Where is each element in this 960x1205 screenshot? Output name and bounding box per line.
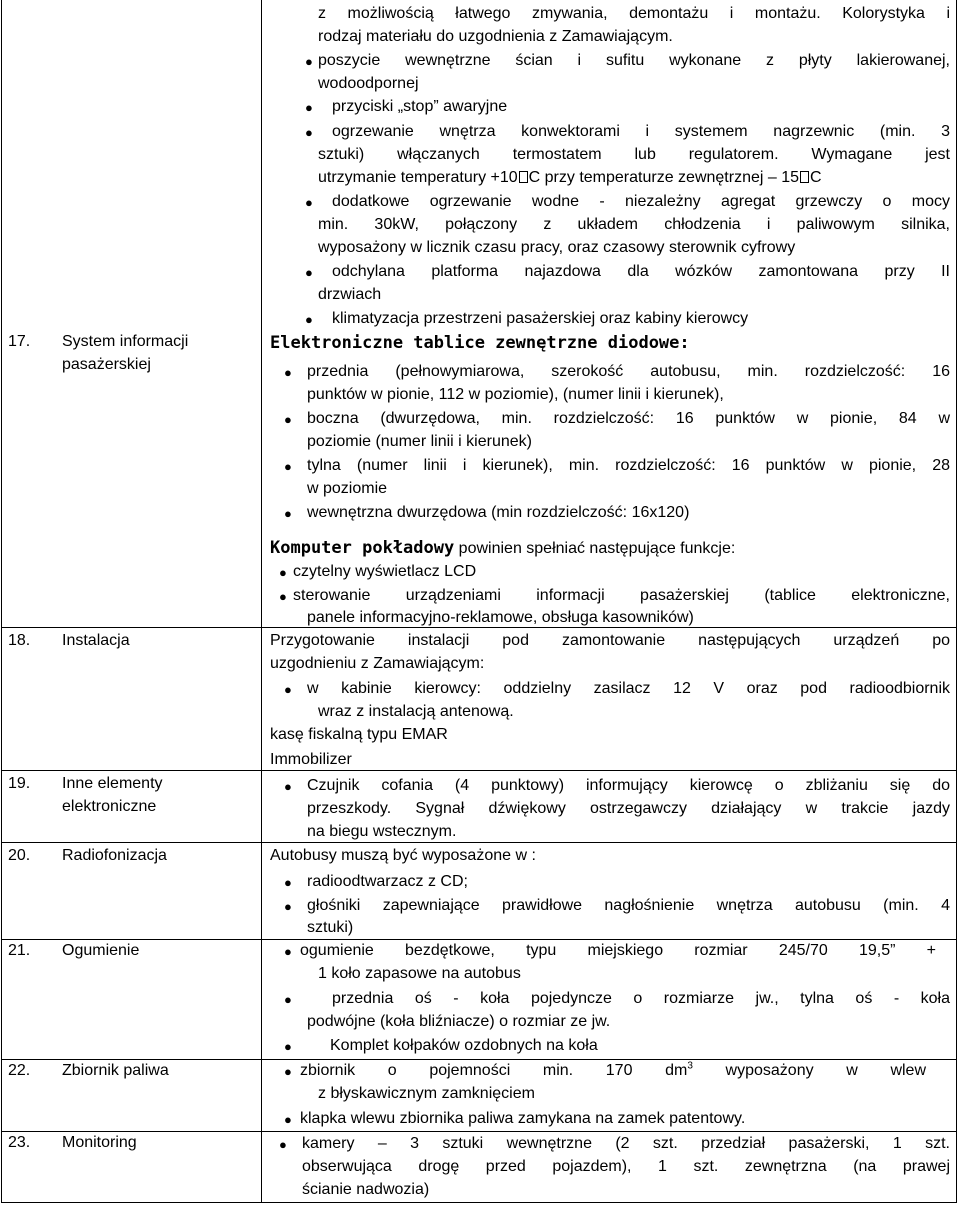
- row-title: Inne elementy: [62, 775, 163, 792]
- bullet-icon: ●: [284, 875, 292, 890]
- text-line: ogumienie bezdętkowe, typu miejskiego rozmiar 245/70 19,5” +: [300, 942, 936, 959]
- row-number: 23.: [8, 1134, 31, 1151]
- text-line: wraz z instalacją antenową.: [318, 703, 514, 720]
- bullet-icon: ●: [305, 195, 313, 210]
- text-line: kamery – 3 sztuki wewnętrzne (2 szt. przedział pasażerski, 1 szt.: [302, 1135, 950, 1152]
- text-line: głośniki zapewniające prawidłowe nagłośnienie wnętrza autobusu (min. 4: [307, 897, 950, 914]
- text-line: przeszkody. Sygnał dźwiękowy ostrzegawczy działający w trakcie jazdy: [307, 800, 950, 817]
- text-line: na biegu wstecznym.: [307, 823, 457, 840]
- text-line: przednia oś - koła pojedyncze o rozmiarze jw., tylna oś - koła: [332, 990, 950, 1007]
- column-divider: [261, 0, 262, 1203]
- text-line: poziomie (numer linii i kierunek): [307, 433, 532, 450]
- text-line: wewnętrzna dwurzędowa (min rozdzielczość: 16x120): [307, 504, 690, 521]
- bullet-icon: ●: [284, 944, 292, 959]
- text-line: sterowanie urządzeniami informacji pasażerskiej (tablice elektroniczne,: [293, 587, 950, 604]
- row-divider: [1, 770, 957, 771]
- text-line: czytelny wyświetlacz LCD: [293, 563, 477, 580]
- row-title: elektroniczne: [62, 798, 157, 815]
- text-line: boczna (dwurzędowa, min. rozdzielczość: 16 punktów w pionie, 84 w: [307, 410, 950, 427]
- text-line: podwójne (koła bliźniacze) o rozmiar ze jw.: [307, 1013, 611, 1030]
- bullet-icon: ●: [284, 1039, 292, 1054]
- text-line: Czujnik cofania (4 punktowy) informujący kierowcę o zbliżaniu się do: [307, 777, 950, 794]
- text-line: utrzymanie temperatury +10 C przy temperaturze zewnętrznej – 15 C: [318, 169, 822, 186]
- row-divider: [1, 1131, 957, 1132]
- row-divider: [1, 939, 957, 940]
- row-title: Radiofonizacja: [62, 847, 167, 864]
- text-line: 1 koło zapasowe na autobus: [318, 965, 521, 982]
- section-heading: Elektroniczne tablice zewnętrzne diodowe:: [270, 333, 690, 353]
- bullet-icon: ●: [284, 365, 292, 380]
- row-title: Monitoring: [62, 1134, 137, 1151]
- bullet-icon: ●: [279, 589, 287, 604]
- text-line: min. 30kW, połączony z układem chłodzenia i paliwowym silnika,: [318, 216, 950, 233]
- text-line: ogrzewanie wnętrza konwektorami i systemem nagrzewnic (min. 3: [332, 123, 950, 140]
- bullet-icon: ●: [279, 565, 287, 580]
- bullet-icon: ●: [284, 1064, 292, 1079]
- row-number: 22.: [8, 1062, 31, 1079]
- row-title: System informacji: [62, 333, 189, 350]
- text-line: ścianie nadwozia): [302, 1181, 430, 1198]
- bullet-icon: ●: [305, 125, 313, 140]
- bullet-icon: ●: [284, 682, 292, 697]
- bullet-icon: ●: [284, 459, 292, 474]
- row-title: Ogumienie: [62, 942, 140, 959]
- text-line: klapka wlewu zbiornika paliwa zamykana na zamek patentowy.: [300, 1110, 746, 1127]
- text-line: sztuki) włączanych termostatem lub regulatorem. Wymagane jest: [318, 146, 950, 163]
- text-line: obserwująca drogę przed pojazdem), 1 szt. zewnętrzna (na prawej: [302, 1158, 950, 1175]
- row-number: 19.: [8, 775, 31, 792]
- text-line: odchylana platforma najazdowa dla wózków zamontowana przy II: [332, 263, 950, 280]
- text-line: poszycie wewnętrzne ścian i sufitu wykonane z płyty lakierowanej,: [318, 52, 950, 69]
- row-number: 17.: [8, 333, 31, 350]
- text-line: klimatyzacja przestrzeni pasażerskiej oraz kabiny kierowcy: [332, 310, 749, 327]
- bullet-icon: ●: [305, 54, 313, 69]
- text-line: z błyskawicznym zamknięciem: [318, 1085, 535, 1102]
- computer-heading: Komputer pokładowy powinien spełniać następujące funkcje:: [270, 538, 736, 558]
- text-line: przyciski „stop” awaryjne: [332, 98, 508, 115]
- row-number: 21.: [8, 942, 31, 959]
- text-line: w kabinie kierowcy: oddzielny zasilacz 12 V oraz pod radioodbiornik: [307, 680, 950, 697]
- text-line: punktów w pionie, 112 w poziomie), (numer linii i kierunek),: [307, 386, 724, 403]
- bullet-icon: ●: [305, 312, 313, 327]
- text-line: dodatkowe ogrzewanie wodne - niezależny agregat grzewczy o mocy: [332, 193, 950, 210]
- text-line: w poziomie: [307, 480, 388, 497]
- bullet-icon: ●: [279, 1137, 287, 1152]
- text-line: radioodtwarzacz z CD;: [307, 873, 468, 890]
- text-line: rodzaj materiału do uzgodnienia z Zamawiającym.: [318, 28, 673, 45]
- row-title: Zbiornik paliwa: [62, 1062, 169, 1079]
- bullet-icon: ●: [305, 265, 313, 280]
- text-line: Immobilizer: [270, 751, 352, 768]
- bullet-icon: ●: [305, 100, 313, 115]
- text-line: kasę fiskalną typu EMAR: [270, 726, 448, 743]
- text-line: panele informacyjno-reklamowe, obsługa kasowników): [307, 609, 694, 626]
- text-line: zbiornik o pojemności min. 170 $dm^3$ wyposażony w wlew: [300, 1060, 927, 1079]
- row-number: 20.: [8, 847, 31, 864]
- row-number: 18.: [8, 632, 31, 649]
- row-title: pasażerskiej: [62, 356, 151, 373]
- row-divider: [1, 842, 957, 843]
- bullet-icon: ●: [284, 506, 292, 521]
- text-line: drzwiach: [318, 286, 382, 303]
- text-line: Przygotowanie instalacji pod zamontowanie następujących urządzeń po: [270, 632, 950, 649]
- degree-placeholder-icon: [519, 171, 528, 183]
- text-line: sztuki): [307, 919, 354, 936]
- row-divider: [1, 1059, 957, 1060]
- bullet-icon: ●: [284, 899, 292, 914]
- bullet-icon: ●: [284, 779, 292, 794]
- text-line: przednia (pełnowymiarowa, szerokość autobusu, min. rozdzielczość: 16: [307, 363, 950, 380]
- text-line: Komplet kołpaków ozdobnych na koła: [330, 1037, 598, 1054]
- text-line: Autobusy muszą być wyposażone w :: [270, 847, 536, 864]
- text-line: uzgodnieniu z Zamawiającym:: [270, 655, 485, 672]
- bullet-icon: ●: [284, 1112, 292, 1127]
- text-line: z możliwością łatwego zmywania, demontażu i montażu. Kolorystyka i: [318, 5, 950, 22]
- bullet-icon: ●: [284, 412, 292, 427]
- degree-placeholder-icon: [800, 171, 809, 183]
- text-line: tylna (numer linii i kierunek), min. rozdzielczość: 16 punktów w pionie, 28: [307, 457, 950, 474]
- bullet-icon: ●: [284, 992, 292, 1007]
- text-line: wyposażony w licznik czasu pracy, oraz czasowy sterownik cyfrowy: [318, 239, 796, 256]
- row-title: Instalacja: [62, 632, 130, 649]
- text-line: wodoodpornej: [318, 75, 419, 92]
